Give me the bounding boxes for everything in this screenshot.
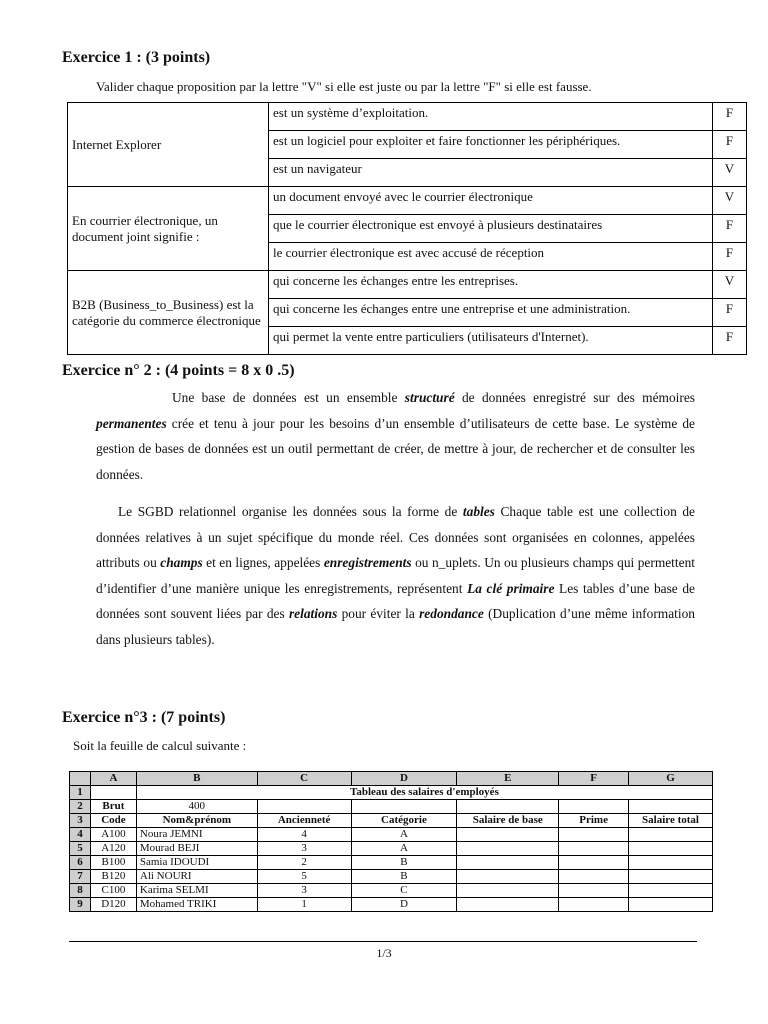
sheet-cell: D120 xyxy=(90,898,136,912)
sheet-cell xyxy=(559,842,629,856)
text-segment: et en lignes, appelées xyxy=(202,555,324,570)
sheet-cell: C xyxy=(351,884,457,898)
sheet-cell: Ali NOURI xyxy=(136,870,257,884)
proposition-answer: V xyxy=(713,187,747,215)
text-segment: (Duplication d’une même information dans plusieurs tables). xyxy=(96,606,695,647)
text-segment: Une base de données est un ensemble xyxy=(172,390,405,405)
sheet-row xyxy=(70,814,713,828)
sheet-cell xyxy=(457,828,559,842)
sheet-cell: C100 xyxy=(90,884,136,898)
sheet-row xyxy=(70,828,713,842)
sheet-header-cell: Nom&prénom xyxy=(136,814,257,828)
sheet-row-number: 8 xyxy=(70,884,91,898)
ex1-instruction: Valider chaque proposition par la lettre "V" si elle est juste ou par la lettre "F" si elle est fausse. xyxy=(96,79,592,94)
sheet-header-cell: Salaire de base xyxy=(457,814,559,828)
keyword: La clé primaire xyxy=(467,580,555,596)
sheet-column-header: F xyxy=(559,772,629,786)
text-segment: ou n_uplets. Un ou plusieurs champs qui permettent d’identifier d’une manière unique les enregistrements, représentent xyxy=(96,555,695,596)
keyword: redondance xyxy=(419,606,484,621)
sheet-cell: Samia IDOUDI xyxy=(136,856,257,870)
sheet-cell xyxy=(457,842,559,856)
sheet-row-number: 6 xyxy=(70,856,91,870)
true-false-table xyxy=(67,102,747,355)
sheet-cell xyxy=(629,884,713,898)
ex1-title: Exercice 1 : (3 points) xyxy=(62,49,211,66)
keyword: tables xyxy=(462,504,495,519)
sheet-row-number: 1 xyxy=(70,786,91,800)
sheet-cell: Mohamed TRIKI xyxy=(136,898,257,912)
sheet-row-number: 9 xyxy=(70,898,91,912)
proposition-subject: Internet Explorer xyxy=(68,103,269,187)
proposition-subject: B2B (Business_to_Business) est la catégorie du commerce électronique xyxy=(68,271,269,355)
sheet-cell xyxy=(457,800,559,814)
ex2-paragraph-1 xyxy=(96,385,695,487)
proposition-answer: F xyxy=(713,243,747,271)
sheet-cell xyxy=(629,898,713,912)
proposition-text: qui concerne les échanges entre une entreprise et une administration. xyxy=(269,299,713,327)
proposition-text: est un navigateur xyxy=(269,159,713,187)
sheet-cell: B xyxy=(351,870,457,884)
proposition-subject: En courrier électronique, un document joint signifie : xyxy=(68,187,269,271)
proposition-text: le courrier électronique est avec accusé de réception xyxy=(269,243,713,271)
sheet-cell: B100 xyxy=(90,856,136,870)
sheet-cell: D xyxy=(351,898,457,912)
keyword: permanentes xyxy=(96,415,167,431)
text-segment: crée et tenu à jour pour les besoins d’un ensemble d’utilisateurs de cette base. Le système de gestion de bases de données est un outil permettant de créer, de mettre à jour, de rechercher et de consulter les données. xyxy=(96,415,695,482)
sheet-cell: Mourad BEJI xyxy=(136,842,257,856)
page-number: 1/3 xyxy=(376,946,392,960)
sheet-cell xyxy=(90,786,136,800)
sheet-cell xyxy=(559,828,629,842)
sheet-cell xyxy=(457,884,559,898)
proposition-row xyxy=(68,103,747,131)
keyword: champs xyxy=(160,555,203,570)
spreadsheet xyxy=(69,771,713,912)
sheet-row xyxy=(70,870,713,884)
proposition-row xyxy=(68,271,747,299)
sheet-column-header: E xyxy=(457,772,559,786)
proposition-answer: F xyxy=(713,327,747,355)
sheet-cell xyxy=(559,870,629,884)
sheet-row-number: 2 xyxy=(70,800,91,814)
proposition-answer: V xyxy=(713,159,747,187)
sheet-cell xyxy=(457,870,559,884)
brut-value-cell: 400 xyxy=(136,800,257,814)
sheet-cell: A120 xyxy=(90,842,136,856)
text-segment: pour éviter la xyxy=(337,606,420,621)
sheet-row xyxy=(70,842,713,856)
sheet-cell xyxy=(629,842,713,856)
sheet-cell: 3 xyxy=(257,884,351,898)
proposition-answer: F xyxy=(713,299,747,327)
proposition-answer: V xyxy=(713,271,747,299)
sheet-cell xyxy=(629,800,713,814)
sheet-cell: Karima SELMI xyxy=(136,884,257,898)
sheet-header-cell: Prime xyxy=(559,814,629,828)
proposition-answer: F xyxy=(713,103,747,131)
sheet-cell xyxy=(351,800,457,814)
proposition-text: qui permet la vente entre particuliers (utilisateurs d'Internet). xyxy=(269,327,713,355)
sheet-cell xyxy=(457,898,559,912)
text-segment: Chaque table est une collection de données relatives à un sujet spécifique du monde réel. Ces données sont organisées en colonnes, appelées attributs ou xyxy=(96,504,695,570)
sheet-cell: A100 xyxy=(90,828,136,842)
sheet-column-header: D xyxy=(351,772,457,786)
sheet-header-cell: Catégorie xyxy=(351,814,457,828)
sheet-cell: 3 xyxy=(257,842,351,856)
sheet-title-cell: Tableau des salaires d'employés xyxy=(136,786,712,800)
sheet-header-cell: Code xyxy=(90,814,136,828)
sheet-cell: A xyxy=(351,842,457,856)
sheet-cell xyxy=(559,800,629,814)
sheet-cell: 5 xyxy=(257,870,351,884)
sheet-cell xyxy=(559,884,629,898)
brut-label-cell: Brut xyxy=(90,800,136,814)
proposition-text: que le courrier électronique est envoyé à plusieurs destinataires xyxy=(269,215,713,243)
proposition-answer: F xyxy=(713,215,747,243)
sheet-corner xyxy=(70,772,91,786)
sheet-column-header-row xyxy=(70,772,713,786)
footer-divider xyxy=(69,941,697,942)
sheet-cell xyxy=(559,856,629,870)
text-segment: Le SGBD relationnel organise les données sous la forme de xyxy=(118,504,463,519)
sheet-row xyxy=(70,800,713,814)
keyword: structuré xyxy=(404,390,455,405)
sheet-cell: 4 xyxy=(257,828,351,842)
proposition-row xyxy=(68,187,747,215)
sheet-row-number: 5 xyxy=(70,842,91,856)
proposition-answer: F xyxy=(713,131,747,159)
sheet-row xyxy=(70,856,713,870)
text-segment: Les tables d’une base de données sont souvent liées par des xyxy=(96,580,695,621)
sheet-cell xyxy=(629,870,713,884)
sheet-column-header: A xyxy=(90,772,136,786)
sheet-header-cell: Ancienneté xyxy=(257,814,351,828)
sheet-column-header: B xyxy=(136,772,257,786)
proposition-text: un document envoyé avec le courrier électronique xyxy=(269,187,713,215)
proposition-text: qui concerne les échanges entre les entreprises. xyxy=(269,271,713,299)
sheet-cell xyxy=(257,800,351,814)
sheet-cell xyxy=(629,828,713,842)
sheet-cell: A xyxy=(351,828,457,842)
sheet-cell: B120 xyxy=(90,870,136,884)
sheet-cell xyxy=(629,856,713,870)
sheet-cell xyxy=(559,898,629,912)
keyword: relations xyxy=(288,606,338,621)
ex3-title: Exercice n°3 : (7 points) xyxy=(62,709,226,726)
ex2-paragraph-2 xyxy=(96,499,695,652)
sheet-row xyxy=(70,786,713,800)
sheet-row xyxy=(70,898,713,912)
sheet-cell xyxy=(457,856,559,870)
sheet-row-number: 3 xyxy=(70,814,91,828)
sheet-cell: 1 xyxy=(257,898,351,912)
sheet-row xyxy=(70,884,713,898)
sheet-column-header: G xyxy=(629,772,713,786)
sheet-row-number: 7 xyxy=(70,870,91,884)
sheet-cell: B xyxy=(351,856,457,870)
keyword: enregistrements xyxy=(323,555,412,570)
proposition-text: est un logiciel pour exploiter et faire fonctionner les périphériques. xyxy=(269,131,713,159)
proposition-text: est un système d’exploitation. xyxy=(269,103,713,131)
sheet-cell: Noura JEMNI xyxy=(136,828,257,842)
sheet-column-header: C xyxy=(257,772,351,786)
sheet-header-cell: Salaire total xyxy=(629,814,713,828)
text-segment: de données enregistré sur des mémoires xyxy=(454,390,695,405)
sheet-cell: 2 xyxy=(257,856,351,870)
ex2-title: Exercice n° 2 : (4 points = 8 x 0 .5) xyxy=(62,362,295,379)
sheet-row-number: 4 xyxy=(70,828,91,842)
ex3-intro: Soit la feuille de calcul suivante : xyxy=(73,738,247,753)
